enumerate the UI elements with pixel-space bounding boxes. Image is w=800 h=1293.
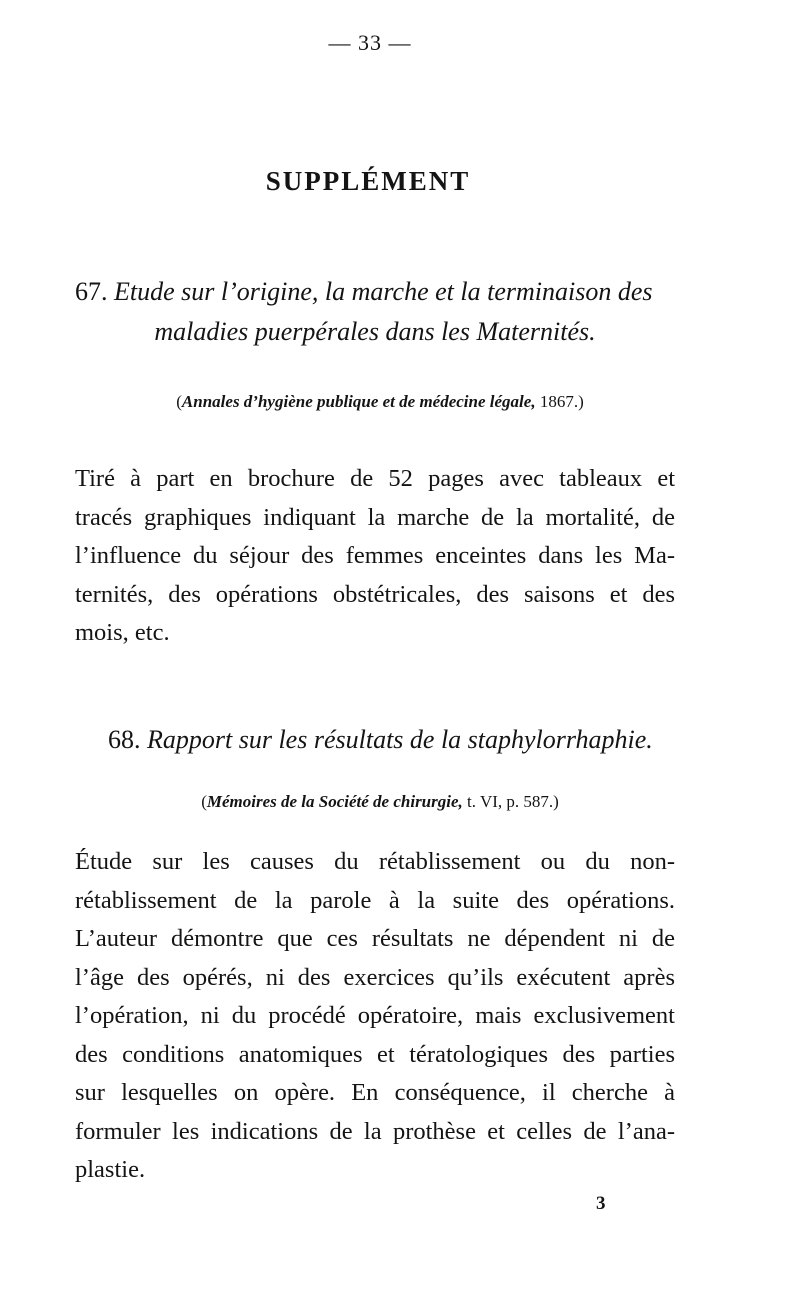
entry-68-source <box>0 792 760 812</box>
source-open-paren: ( <box>176 392 182 411</box>
entry-68-heading <box>108 720 708 760</box>
entry-title-line1: Rapport sur les résultats de la staphylorrhaphie. <box>147 725 653 754</box>
body-line: formuler les indications de la prothèse et celles de l’ana- <box>75 1117 675 1145</box>
body-line: Tiré à part en brochure de 52 pages avec tableaux et <box>75 465 675 492</box>
body-line: tracés graphiques indiquant la marche de la mortalité, de <box>75 503 675 531</box>
body-line: mois, etc. <box>75 619 170 646</box>
entry-number: 67. <box>75 277 108 306</box>
body-line: plastie. <box>75 1156 146 1183</box>
body-line: sur lesquelles on opère. En conséquence, il cherche à <box>75 1079 675 1106</box>
body-line: des conditions anatomiques et tératologiques des parties <box>75 1040 675 1068</box>
page-number: — 33 — <box>328 30 412 55</box>
source-detail: t. VI, p. 587.) <box>462 792 559 811</box>
entry-title-line2: maladies puerpérales dans les Maternités. <box>154 317 596 346</box>
source-title: Annales d’hygiène publique et de médecine légale, <box>181 392 536 411</box>
entry-67-heading <box>75 272 675 352</box>
entry-67-body <box>75 460 675 653</box>
signature-mark: 3 <box>596 1193 606 1214</box>
body-line: ternités, des opérations obstétricales, des saisons et des <box>75 580 675 608</box>
entry-68-body <box>75 843 675 1190</box>
source-open-paren: ( <box>201 792 207 811</box>
body-line: L’auteur démontre que ces résultats ne dépendent ni de <box>75 925 675 952</box>
entry-title-line1: Etude sur l’origine, la marche et la terminaison des <box>114 277 653 306</box>
section-title: SUPPLÉMENT <box>265 166 471 196</box>
entry-number: 68. <box>108 725 141 754</box>
source-title: Mémoires de la Société de chirurgie, <box>206 792 463 811</box>
body-line: l’influence du séjour des femmes enceintes dans les Ma- <box>75 542 675 569</box>
body-line: Étude sur les causes du rétablissement ou du non- <box>75 848 675 875</box>
body-line: l’opération, ni du procédé opératoire, mais exclusivement <box>75 1002 675 1029</box>
body-line: l’âge des opérés, ni des exercices qu’ils exécutent après <box>75 963 675 991</box>
body-line: rétablissement de la parole à la suite des opérations. <box>75 886 675 914</box>
source-detail: 1867.) <box>535 392 584 411</box>
entry-67-source <box>0 392 760 412</box>
